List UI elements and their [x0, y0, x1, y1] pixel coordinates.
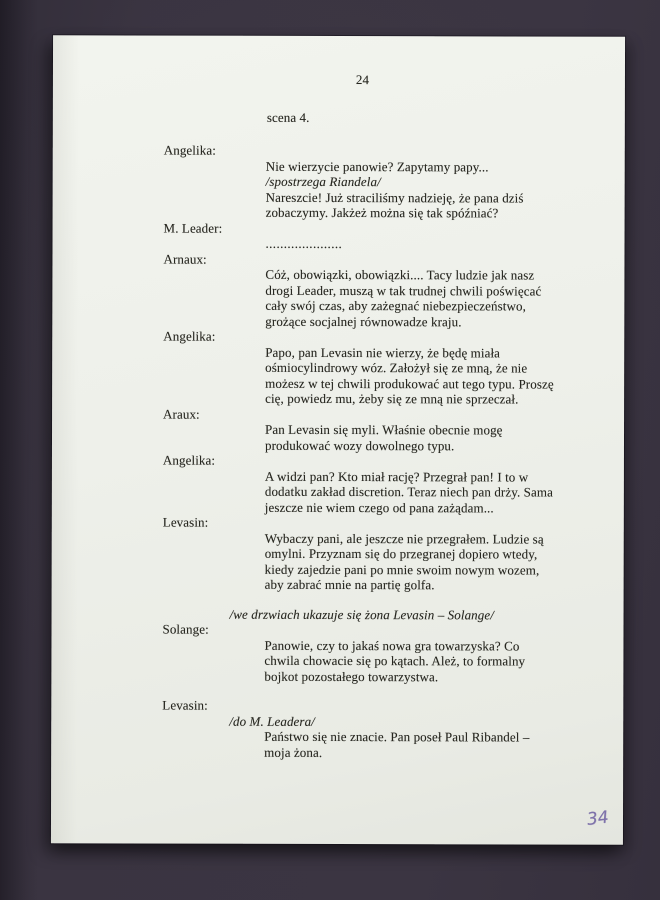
dialogue-line: Nie wierzycie panowie? Zapytamy papy... — [265, 158, 489, 174]
scene-heading: scena 4. — [266, 109, 310, 125]
dialogue-line: kiedy zajedzie pani po mnie swoim nowym wozem, — [264, 561, 540, 578]
dialogue-line: Panowie, czy to jakaś nowa gra towarzyska? Co — [264, 637, 520, 653]
script-body — [162, 143, 605, 761]
speaker-name: Araux: — [163, 406, 200, 422]
dialogue-line: A widzi pan? Kto miał rację? Przegrał pan! I to w — [264, 468, 529, 484]
script-block — [163, 606, 604, 623]
dialogue-line: Państwo się nie znacie. Pan poseł Paul Ribandel – — [264, 728, 530, 745]
stage-direction: /spostrzega Riandela/ — [265, 173, 381, 190]
dialogue-line: Nareszcie! Już straciliśmy nadzieję, że pana dziś — [265, 189, 524, 205]
dialogue-line: chwila chowacie się po kątach. Ależ, to formalny — [264, 652, 526, 669]
dialogue-line: grożące socjalnej równowadze kraju. — [265, 313, 462, 329]
speaker-name: Solange: — [162, 621, 209, 637]
script-block — [163, 406, 604, 454]
dialogue-line: drogi Leader, muszą w tak trudnej chwili poświęcać — [265, 282, 542, 299]
stage-direction: /we drzwiach ukazuje się żona Levasin – Solange/ — [229, 606, 494, 622]
script-block — [163, 220, 604, 252]
speaker-name: Levasin: — [162, 514, 209, 530]
speaker-name: Arnaux: — [163, 251, 207, 267]
dialogue-line: Papo, pan Levasin nie wierzy, że będę miała — [265, 344, 501, 360]
dialogue-line: produkować wozy dowolnego typu. — [264, 437, 455, 453]
speaker-name: Levasin: — [162, 697, 208, 713]
script-block — [162, 698, 603, 761]
dialogue-line: zobaczymy. Jakżeż można się tak spóźniać? — [265, 204, 499, 221]
stage-direction: /do M. Leadera/ — [229, 713, 315, 729]
handwritten-page-number: 34 — [585, 807, 610, 830]
dialogue-line: dodatku zakład discretion. Teraz niech pan drży. Sama — [264, 483, 554, 500]
speaker-name: Angelika: — [162, 452, 216, 468]
dialogue-line: Pan Levasin się myli. Właśnie obecnie mogę — [265, 421, 503, 438]
dialogue-line: omylni. Przyznam się do przegranej dopiero wtedy, — [264, 545, 538, 562]
dialogue-line: aby zabrać mnie na partię golfa. — [264, 576, 435, 593]
dialogue-line: jeszcze nie wiem czego od pana zażądam... — [264, 499, 494, 515]
dialogue-line: cię, powiedz mu, żeby się ze mną nie sprzeczał. — [265, 390, 519, 407]
speaker-name: M. Leader: — [163, 220, 223, 236]
dialogue-line: bojkot pozostałego towarzystwa. — [264, 668, 439, 684]
script-block — [163, 329, 604, 408]
page-gutter-shadow — [0, 0, 38, 900]
document-page — [51, 35, 625, 844]
printed-page-number: 24 — [355, 72, 370, 88]
dialogue-line: ośmiocylindrowy wóz. Założył się ze mną, że nie — [265, 359, 528, 376]
dialogue-line: Wybaczy pani, ale jeszcze nie przegrałem. Ludzie są — [264, 530, 544, 547]
speaker-name: Angelika: — [163, 142, 216, 158]
dialogue-line: moja żona. — [264, 744, 323, 760]
dialogue-line: możesz w tej chwili produkować aut tego typu. Proszę — [265, 375, 554, 392]
dialogue-line: cały swój czas, aby zażegnać niebezpieczeństwo, — [265, 297, 526, 314]
script-block — [164, 143, 605, 222]
script-block — [163, 251, 604, 330]
speaker-name: Angelika: — [163, 328, 216, 344]
script-block — [162, 622, 603, 685]
script-block — [163, 453, 604, 516]
script-block — [163, 515, 604, 594]
dialogue-line: Cóż, obowiązki, obowiązki.... Tacy ludzie jak nasz — [265, 266, 535, 283]
silence-dots: ..................... — [265, 235, 343, 252]
